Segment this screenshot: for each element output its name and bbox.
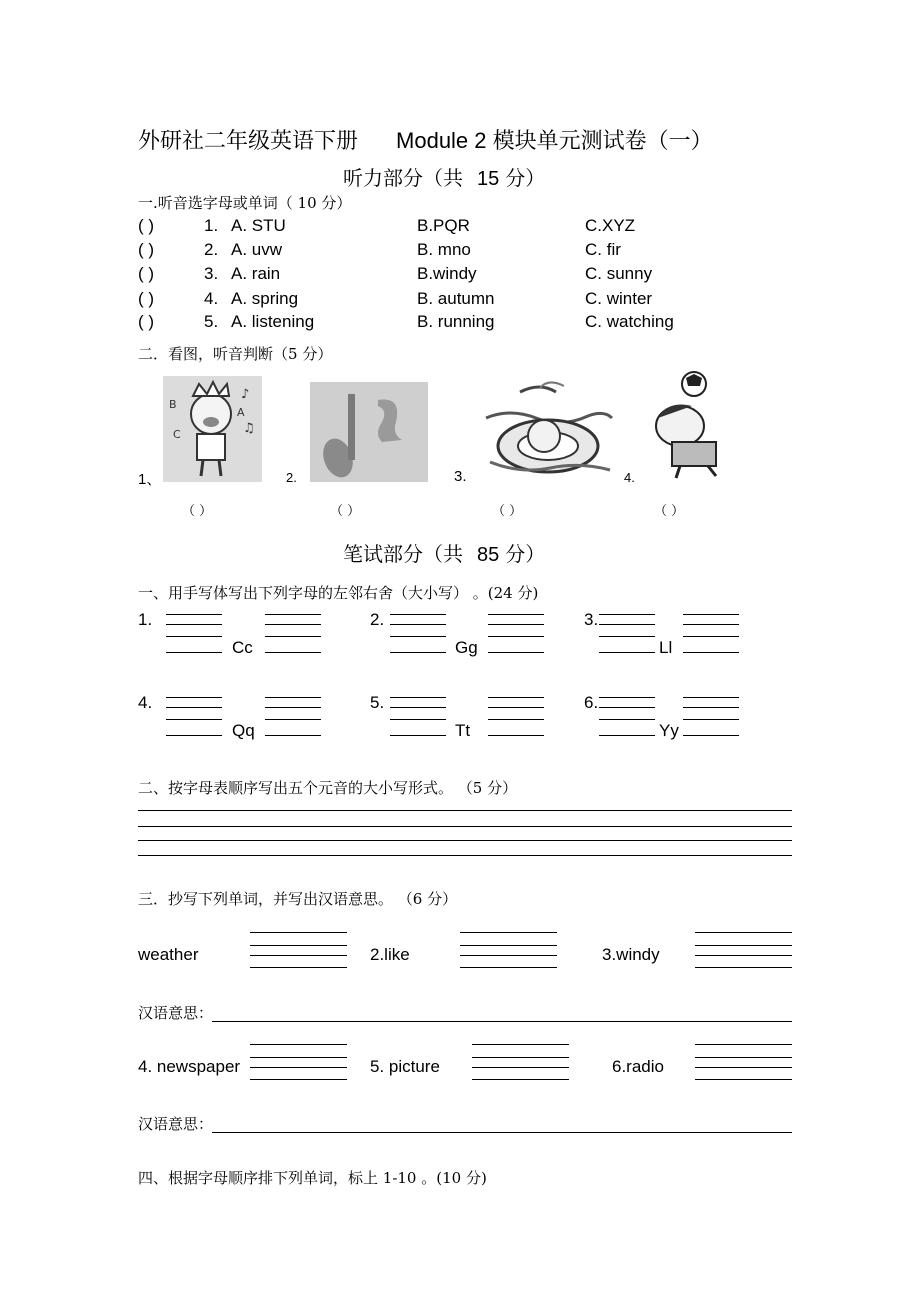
right-neighbour-line[interactable] — [488, 614, 544, 615]
option-b[interactable]: B.windy — [417, 264, 477, 283]
svg-text:C: C — [173, 428, 181, 441]
option-a[interactable]: A. STU — [231, 216, 286, 235]
question-number: 2. — [204, 240, 219, 259]
picture-number-4: 4. — [624, 470, 635, 485]
left-neighbour-line[interactable] — [166, 624, 222, 625]
copy-word: 6.radio — [612, 1057, 664, 1076]
left-neighbour-line[interactable] — [390, 707, 446, 708]
copy-word: 5. picture — [370, 1057, 440, 1076]
music-note-icon — [310, 382, 428, 482]
left-neighbour-line[interactable] — [166, 697, 222, 698]
answer-paren[interactable]: ( ) — [138, 264, 155, 283]
copy-writing-line[interactable] — [250, 1057, 347, 1058]
vowel-writing-line-2[interactable] — [138, 826, 792, 827]
swimming-boy-picture — [480, 378, 616, 482]
left-neighbour-line[interactable] — [166, 652, 222, 653]
svg-text:A: A — [237, 406, 245, 419]
right-neighbour-line[interactable] — [488, 652, 544, 653]
copy-writing-line[interactable] — [695, 1067, 792, 1068]
left-neighbour-line[interactable] — [599, 652, 655, 653]
right-neighbour-line[interactable] — [488, 735, 544, 736]
option-c[interactable]: C. sunny — [585, 264, 653, 283]
right-neighbour-line[interactable] — [488, 636, 544, 637]
copy-writing-line[interactable] — [695, 945, 792, 946]
copy-writing-line[interactable] — [250, 955, 347, 956]
question-number: 5. — [204, 312, 219, 331]
right-neighbour-line[interactable] — [265, 614, 321, 615]
letter-question-number: 2. — [370, 610, 385, 629]
given-letter: Cc — [232, 638, 253, 657]
option-b[interactable]: B. autumn — [417, 289, 495, 308]
left-neighbour-line[interactable] — [599, 707, 655, 708]
copy-writing-line[interactable] — [472, 1044, 569, 1045]
letter-question-number: 3. — [584, 610, 599, 629]
vowel-writing-line-3[interactable] — [138, 840, 792, 841]
left-neighbour-line[interactable] — [390, 735, 446, 736]
meaning-label-1: 汉语意思： — [138, 1004, 214, 1022]
svg-text:B: B — [169, 398, 177, 411]
football-boy-picture — [648, 370, 760, 482]
meaning-answer-line-2[interactable] — [212, 1132, 792, 1133]
given-letter: Gg — [455, 638, 478, 657]
option-b[interactable]: B. mno — [417, 240, 471, 259]
writing-q3-heading: 三．抄写下列单词，并写出汉语意思。 （6 分） — [138, 890, 458, 908]
left-neighbour-line[interactable] — [166, 735, 222, 736]
copy-writing-line[interactable] — [695, 932, 792, 933]
left-neighbour-line[interactable] — [166, 614, 222, 615]
right-neighbour-line[interactable] — [683, 624, 739, 625]
listening-q2-heading: 二．看图，听音判断（5 分） — [138, 345, 333, 363]
given-letter: Ll — [659, 638, 673, 657]
left-neighbour-line[interactable] — [599, 624, 655, 625]
listening-section-heading: 听力部分（共 15 分） — [343, 166, 546, 190]
singing-boy-icon — [163, 376, 262, 482]
left-neighbour-line[interactable] — [599, 735, 655, 736]
answer-paren[interactable]: ( ) — [138, 312, 155, 331]
answer-paren[interactable]: ( ) — [138, 289, 155, 308]
given-letter: Tt — [455, 721, 471, 740]
copy-writing-line[interactable] — [460, 932, 557, 933]
copy-writing-line[interactable] — [472, 1067, 569, 1068]
letter-question-number: 5. — [370, 693, 385, 712]
svg-text:♫: ♫ — [243, 421, 255, 436]
left-neighbour-line[interactable] — [390, 624, 446, 625]
right-neighbour-line[interactable] — [265, 735, 321, 736]
left-neighbour-line[interactable] — [166, 719, 222, 720]
left-neighbour-line[interactable] — [166, 707, 222, 708]
option-b[interactable]: B. running — [417, 312, 495, 331]
copy-word: 3.windy — [602, 945, 660, 964]
meaning-label-2: 汉语意思： — [138, 1115, 214, 1133]
left-neighbour-line[interactable] — [390, 614, 446, 615]
left-neighbour-line[interactable] — [166, 636, 222, 637]
letter-question-number: 6. — [584, 693, 599, 712]
copy-word: 4. newspaper — [138, 1057, 241, 1076]
copy-writing-line[interactable] — [460, 955, 557, 956]
left-neighbour-line[interactable] — [390, 719, 446, 720]
writing-q4-heading: 四、根据字母顺序排下列单词，标上 1-10 。(10 分) — [138, 1169, 487, 1187]
option-a[interactable]: A. listening — [231, 312, 315, 331]
right-neighbour-line[interactable] — [683, 697, 739, 698]
right-neighbour-line[interactable] — [488, 719, 544, 720]
option-c[interactable]: C. winter — [585, 289, 653, 308]
copy-writing-line[interactable] — [460, 967, 557, 968]
left-neighbour-line[interactable] — [599, 697, 655, 698]
right-neighbour-line[interactable] — [683, 636, 739, 637]
right-neighbour-line[interactable] — [265, 719, 321, 720]
copy-writing-line[interactable] — [460, 945, 557, 946]
page-title: 外研社二年级英语下册 Module 2 模块单元测试卷（一） — [138, 128, 713, 154]
copy-writing-line[interactable] — [250, 967, 347, 968]
letter-question-number: 4. — [138, 693, 153, 712]
picture-answer-4[interactable]: （ ） — [654, 504, 685, 519]
writing-q2-heading: 二、按字母表顺序写出五个元音的大小写形式。 （5 分） — [138, 779, 518, 797]
left-neighbour-line[interactable] — [599, 719, 655, 720]
question-number: 4. — [204, 289, 219, 308]
copy-writing-line[interactable] — [695, 955, 792, 956]
picture-answer-3[interactable]: （ ） — [492, 504, 523, 519]
picture-number-3: 3. — [454, 468, 467, 485]
swimming-boy-icon — [480, 378, 616, 482]
option-a[interactable]: A. spring — [231, 289, 299, 308]
copy-writing-line[interactable] — [250, 1067, 347, 1068]
copy-writing-line[interactable] — [695, 967, 792, 968]
given-letter: Qq — [232, 721, 255, 740]
picture-number-1: 1、 — [138, 471, 162, 488]
copy-writing-line[interactable] — [695, 1057, 792, 1058]
left-neighbour-line[interactable] — [390, 636, 446, 637]
option-b[interactable]: B.PQR — [417, 216, 470, 235]
right-neighbour-line[interactable] — [265, 652, 321, 653]
right-neighbour-line[interactable] — [488, 707, 544, 708]
writing-q1-heading: 一、用手写体写出下列字母的左邻右舍（大小写） 。(24 分) — [138, 584, 539, 602]
answer-paren[interactable]: ( ) — [138, 216, 155, 235]
left-neighbour-line[interactable] — [599, 614, 655, 615]
copy-writing-line[interactable] — [695, 1079, 792, 1080]
copy-writing-line[interactable] — [695, 1044, 792, 1045]
letter-question-number: 1. — [138, 610, 153, 629]
copy-writing-line[interactable] — [472, 1057, 569, 1058]
right-neighbour-line[interactable] — [265, 636, 321, 637]
left-neighbour-line[interactable] — [390, 697, 446, 698]
football-boy-icon — [648, 370, 760, 482]
copy-writing-line[interactable] — [250, 945, 347, 946]
meaning-answer-line-1[interactable] — [212, 1021, 792, 1022]
copy-writing-line[interactable] — [250, 1044, 347, 1045]
option-a[interactable]: A. rain — [231, 264, 281, 283]
option-a[interactable]: A. uvw — [231, 240, 283, 259]
copy-writing-line[interactable] — [250, 932, 347, 933]
right-neighbour-line[interactable] — [683, 707, 739, 708]
picture-number-2: 2. — [286, 470, 297, 485]
right-neighbour-line[interactable] — [683, 735, 739, 736]
right-neighbour-line[interactable] — [265, 697, 321, 698]
singing-boy-picture — [163, 376, 262, 482]
right-neighbour-line[interactable] — [683, 614, 739, 615]
copy-writing-line[interactable] — [250, 1079, 347, 1080]
svg-text:♪: ♪ — [241, 387, 250, 402]
option-c[interactable]: C. watching — [585, 312, 674, 331]
vowel-writing-line-4[interactable] — [138, 855, 792, 856]
picture-answer-2[interactable]: （ ） — [330, 504, 361, 519]
music-note-picture — [310, 382, 428, 482]
right-neighbour-line[interactable] — [683, 652, 739, 653]
option-c[interactable]: C. fir — [585, 240, 621, 259]
vowel-writing-line-1[interactable] — [138, 810, 792, 811]
right-neighbour-line[interactable] — [488, 697, 544, 698]
question-number: 1. — [204, 216, 219, 235]
answer-paren[interactable]: ( ) — [138, 240, 155, 259]
copy-word: 2.like — [370, 945, 410, 964]
option-c[interactable]: C.XYZ — [585, 216, 636, 235]
writing-section-heading: 笔试部分（共 85 分） — [343, 542, 546, 566]
left-neighbour-line[interactable] — [599, 636, 655, 637]
right-neighbour-line[interactable] — [683, 719, 739, 720]
right-neighbour-line[interactable] — [488, 624, 544, 625]
right-neighbour-line[interactable] — [265, 624, 321, 625]
question-number: 3. — [204, 264, 219, 283]
right-neighbour-line[interactable] — [265, 707, 321, 708]
picture-answer-1[interactable]: （ ） — [182, 504, 213, 519]
copy-writing-line[interactable] — [472, 1079, 569, 1080]
listening-q1-heading: 一.听音选字母或单词（ 10 分） — [138, 194, 352, 212]
given-letter: Yy — [659, 721, 679, 740]
copy-word: weather — [138, 945, 199, 964]
left-neighbour-line[interactable] — [390, 652, 446, 653]
